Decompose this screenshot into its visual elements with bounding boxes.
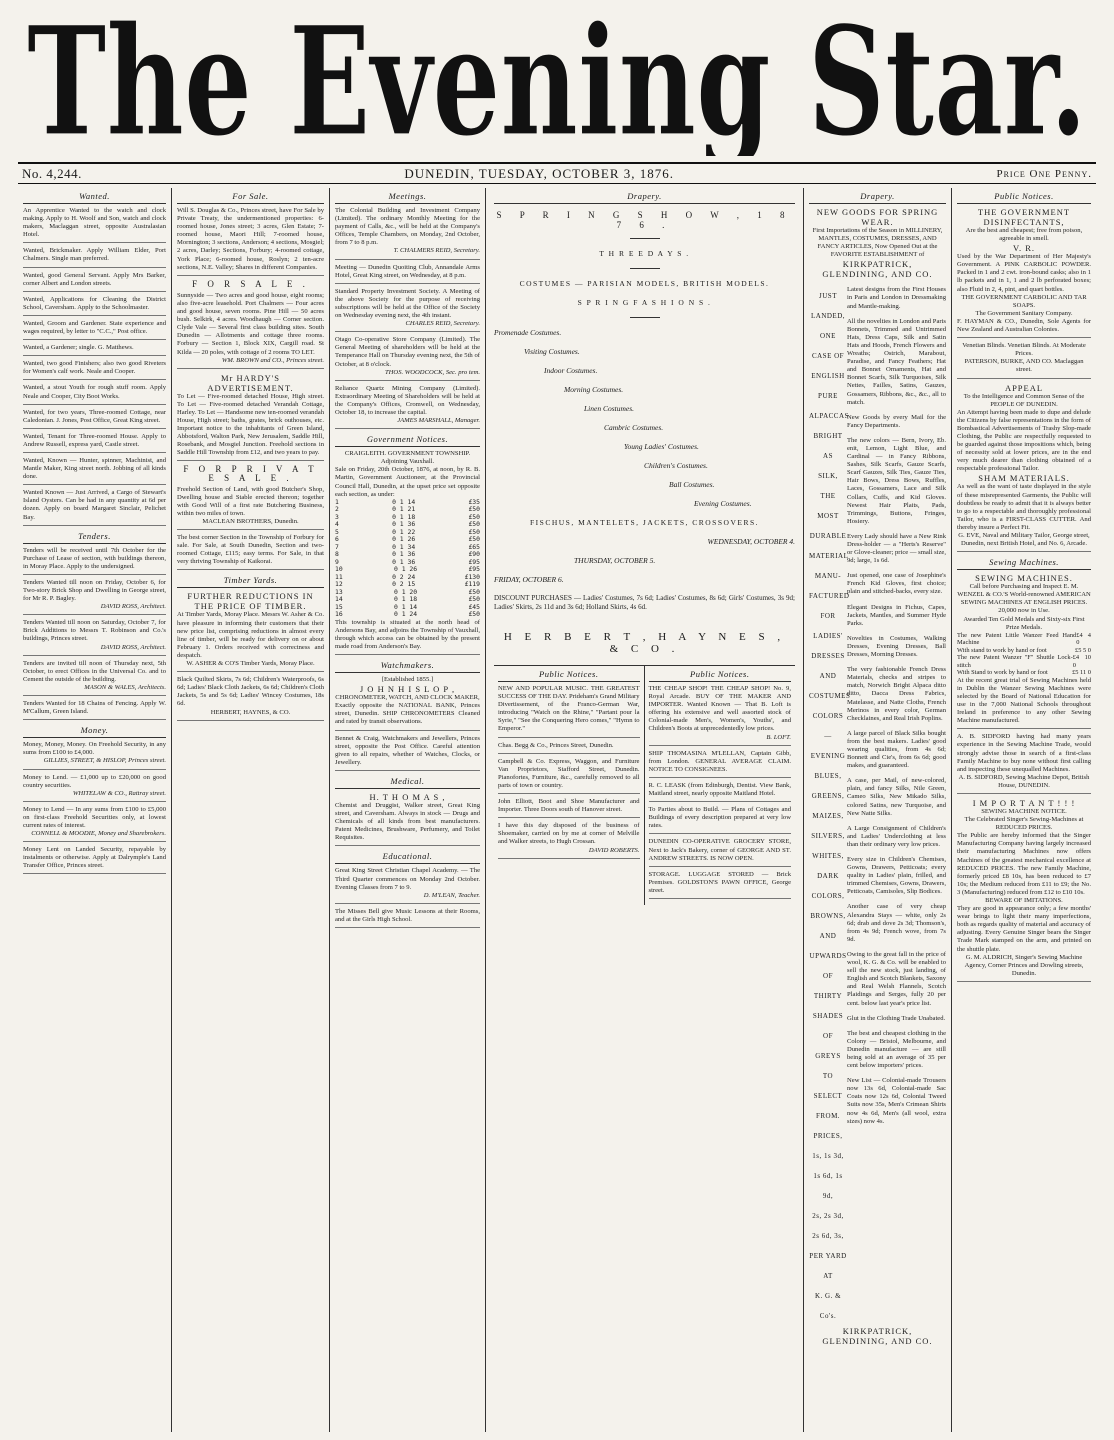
wanted-ads [23,207,166,526]
money-text: Money Lent on Landed Security, repayable by instalments or otherwise. Apply at Dalrymple's Land Transfer Office, Princes street. [23,846,166,870]
side-word: MATERIAL [809,552,849,561]
singer-text: The Public are hereby informed that the Singer Manufacturing Company having largely increased their manufacturing Machines now offers Machines of the greatest mechanical excellence at REDUCED PRICES. The new Family Machine, formerly priced £8 10s, has been reduced to £7 10s; the Medium reduced from £11 to £9; the No. 3 (Manufacturing) reduced from £12 to £10 10s. [957,832,1091,896]
side-word: THIRTY [813,992,843,1001]
side-word: MANU- [814,572,842,581]
ship-notice: SHIP THOMASINA M'LELLAN, Captain Gibb, from London. GENERAL AVERAGE CLAIM. NOTICE TO CONSIGNEES. [649,750,792,778]
divider [630,268,660,269]
drapery-paragraph: Every size in Children's Chemises, Gowns, Drawers, Petticoats; every quality in Ladies' plain, frilled, and trimmed Chemises, Gowns, Drawers, Petticoats, Camisoles, Slip Bodices. [847,856,946,896]
sewing-heading: SEWING MACHINES. [975,573,1073,584]
government-ad [335,450,480,655]
style-item: Promenade Costumes. [494,328,562,337]
style-item: Indoor Costumes. [544,366,598,375]
drapery-paragraph: Latest designs from the First Houses in Paris and London in Dressmaking and Mantle-making. [847,286,946,310]
cheap-shop-notice [649,685,792,746]
beware-text: They are good in appearance only; a few months' wear brings to light their many imperfections, both as regards quality of material and accuracy of adjusting. Every Genuine Singer bears the Singer Trade Mark stamped on the arm, and printed on the shuttle plate. [957,905,1091,953]
new-goods-ad [809,207,946,282]
educational-ad [335,867,480,903]
private-sale-ad [177,465,324,530]
side-word: AND [819,672,837,681]
drapery-subcolumns [494,665,795,905]
beware-heading: BEWARE OF IMITATIONS. [985,897,1063,904]
clothing-ad [177,676,324,720]
sale-table [335,499,480,619]
carbolic-heading: THE GOVERNMENT CARBOLIC AND TAR SOAPS. [961,293,1087,309]
section-heading-drapery2: Drapery. [809,190,946,204]
royal-cypher: V. R. [1012,243,1036,254]
sidford-text: A. B. SIDFORD having had many years experience in the Sewing Machine Trade, would strongly advise those in search of a first-class Family Machine to buy none without first calling and inspecting these unequalled Machines. [957,733,1091,773]
clothing-signature: HERBERT, HAYNES, & CO. [210,708,291,716]
fischus-line: FISCHUS, MANTELETS, JACKETS, CROSSOVERS. [530,518,759,527]
wanted-ad: Wanted, for two years, Three-roomed Cottage, near Caledonian. J. Jones, Post Office, Great King street. [23,409,166,429]
side-word: LANDED, [810,312,846,321]
bennet-ad: Bennet & Craig, Watchmakers and Jewellers, Princes street, opposite the Post Office. Careful attention given to all repairs, whether of Watches, Clocks, or Jewellery. [335,735,480,771]
side-word: PER YARD [809,1252,847,1261]
style-item: Ball Costumes. [669,480,715,489]
meeting-ad: Meeting — Dunedin Quoiting Club, Annandale Arms Hotel, Great King street, on Wednesday, at 8 p.m. [335,264,480,284]
appeal-text: An Attempt having been made to dupe and delude the Citizens by false representations in the form of Bombastical Advertisements of Trashy Slop-made Clothing, the Public are respectfully requested to be guarded against those impositions which, being of necessity sold at lower prices, are in the end very much dearer than clothing obtained of a respectable professional Tailor. [957,408,1091,473]
style-item: Evening Costumes. [694,499,752,508]
price-row: The new Patent Wanzer "F" Shuttle Lock-stitch £4 10 0 [957,654,1091,669]
meeting-ad [335,336,480,380]
drapery-paragraph: Elegant Designs in Fichus, Capes, Jackets, Mantles, and Summer Hyde Parks. [847,603,946,627]
dateline [18,162,1096,184]
side-word: GREYS [815,1052,841,1061]
side-word: SILK, [818,472,838,481]
section-heading-public-notices: Public Notices. [957,190,1091,204]
money-text: Money, Money, Money. On Freehold Security, in any sums from £100 to £4,000. [23,741,166,757]
sewing-sub: Call before Purchasing and Inspect E. M. WENZEL & CO.'S World-renowned AMERICAN SEWING MACHINES AT ENGLISH PRICES. 20,000 now in Use. [957,583,1091,615]
side-word: GREENS, [811,792,845,801]
sale-row: 3 0 1 18 £50 [335,512,480,521]
disinfectant-heading: THE GOVERNMENT DISINFECTANTS, [977,207,1071,227]
disinfectant-sub: Are the best and cheapest; free from poison, agreeable in smell. [965,227,1083,243]
side-word: MAIZES, [812,812,844,821]
watchmaker-ad [335,676,480,730]
side-word: ENGLISH [811,372,845,381]
drapery-paragraph: A Large Consignment of Children's and Ladies' Underclothing at less than their ordinary very low prices. [847,824,946,848]
watchmaker-text: Exactly opposite the NATIONAL BANK, Princes street, Dunedin. SHIP CHRONOMETERS Cleaned and rated by transit observations. [335,702,480,726]
venetian-text: Venetian Blinds. Venetian Blinds. At Moderate Prices. [962,342,1086,358]
appeal-sub: To the Intelligence and Common Sense of the PEOPLE OF DUNEDIN. [963,392,1085,408]
meeting-ad [335,288,480,332]
side-word: JUST [819,292,837,301]
side-word: AT [823,1272,833,1281]
masthead-title [18,6,1096,156]
notice-heading: SEWING MACHINE NOTICE. [981,807,1067,815]
money-ad [23,846,166,874]
drapery-paragraph: The new colors — Bern, Ivory, Eb. enit, Lemon, Light Blue, and Cardinal — in Fancy Ribbons, Sashes, Silk Scarfs, Gauze Scarfs, Scarf Gauzes, Silk Ties, Gauze Ties, Hair Bows, Dress Bows, Ruffles, Laces, Gossamers, Lace and Silk Collars, Cuffs, and Kid Gloves. Newest Hair Plaits, Pads, Trimmings, Buttons, Fringes, Hosiery. [847,436,946,525]
column-2 [172,188,330,1432]
business-notice [498,822,640,858]
side-word: COLORS, [811,892,845,901]
important-heading: I M P O R T A N T ! ! ! [972,797,1076,808]
for-sale-ad [177,280,324,369]
meeting-text: The Colonial Building and Investment Company (Limited). The ordinary Monthly Meeting for the payment of Calls, &c., will be held at the Company's Offices, Temple Chambers, on Monday, 2nd October, from 7 to 8 p.m. [335,207,480,247]
side-word: 2s, 2s 3d, [812,1212,844,1221]
firm-name-end: KIRKPATRICK, GLENDINING, AND CO. [822,1326,933,1347]
wanted-ad: Wanted, Applications for Cleaning the District School, Caversham. Apply to the Schoolmaster. [23,296,166,316]
issue-date: DUNEDIN, TUESDAY, OCTOBER 3, 1876. [404,165,675,181]
friday-line: FRIDAY, OCTOBER 6. [494,575,564,584]
side-word: FACTURED [809,592,850,601]
meeting-signature: THOS. WOODCOCK, Sec. pro tem. [385,368,480,376]
meeting-ad [335,207,480,260]
side-word: UPWARDS [809,952,847,961]
sham-heading: SHAM MATERIALS. [978,473,1070,484]
wanted-ad: Wanted Known — Just Arrived, a Cargo of Stewart's Island Oysters. Can be had in any quantity at 6d per dozen. Apply on board Margaret Sinclair, Pelichet Bay. [23,489,166,525]
grocery-notice: DUNEDIN CO-OPERATIVE GROCERY STORE, Next to Jack's Bakery, corner of GEORGE AND ST. ANDREW STREETS. IS NOW OPEN. [649,838,792,866]
government-heading: CRAIGLEITH. GOVERNMENT TOWNSHIP. [344,450,471,458]
sidford-ad [957,733,1091,794]
side-word: BLUES, [814,772,842,781]
side-word: COLORS— [812,712,844,741]
side-word: SELECT [813,1092,843,1101]
drapery-paragraph: Just opened, one case of Josephine's French Kid Gloves, first choice; plain and stitched-backs, every size. [847,572,946,596]
side-word: ONE [820,332,836,341]
side-word: FROM. [815,1112,841,1121]
section-heading-public-music: Public Notices. [498,668,640,682]
three-days: T H R E E D A Y S . [599,249,690,258]
side-word: BRIGHT [813,432,843,441]
side-words [809,286,851,1326]
section-heading-government: Government Notices. [335,433,480,447]
importations-text: First Importations of the Season in MILLINERY, MANTLES, COSTUMES, DRESSES, AND FANCY ARTICLES, Now Opened Out at the FAVORITE ESTABLISHMENT of [812,227,943,259]
sham-text: As well as the want of taste displayed in the style of these misrepresented Garments, the Public will doubtless be ready to admit that it is always better to go to a respectable and thoroughly professional Tailor, who is a FIRST-CLASS CUTTER. And thereby insure a Perfect Fit. [957,483,1091,531]
tender-ad [23,579,166,615]
issue-price: Price One Penny. [996,167,1092,180]
section-heading-medical: Medical. [335,775,480,789]
cheap-shop-signature: B. LOFT. [766,733,791,741]
music-ad: The Misses Bell give Music Lessons at their Rooms, and at the Girls High School. [335,908,480,928]
drapery-paragraph: New List — Colonial-made Trousers now 13s 6d, Colonial-made Sac Coats now 12s 6d, Colonial Tweed Suits now 35s, Men's Crimean Shirts now 4s 6d, Men's (all wool, extra sizes) now 4s. [847,1077,946,1125]
side-word: TO [822,1072,834,1081]
dentist-notice: R. C. LEASK (from Edinburgh, Dentist. View Bank, Maitland street, nearly opposite Maitland Hotel. [649,782,792,802]
price-row: With stand to work by hand or foot £5 5 0 [957,646,1091,654]
wanted-ad: Wanted, good General Servant. Apply Mrs Barker, corner Albert and London streets. [23,272,166,292]
appeal-heading: APPEAL [1004,382,1044,393]
sale-row: 13 0 1 20 £50 [335,587,480,596]
private-sale-heading: F O R P R I V A T E S A L E . [183,464,318,483]
singer-ad [957,798,1091,982]
style-item: Morning Costumes. [564,385,624,394]
column-4 [486,188,804,1432]
side-word: 2s 6d, 3s, [812,1232,844,1241]
hardy-ad [177,373,324,462]
subcolumn-left [494,666,645,905]
column-5 [804,188,952,1432]
begg-notice: Chas. Begg & Co., Princes Street, Dunedin. [498,742,640,754]
meeting-signature: T. CHALMERS REID, Secretary. [393,247,480,255]
venetian-ad [957,342,1091,378]
issue-number: No. 4,244. [22,165,82,181]
thursday-line: THURSDAY, OCTOBER 5. [574,556,656,565]
section-heading-wanted: Wanted. [23,190,166,204]
column-6 [952,188,1096,1432]
sale-row: 9 0 1 36 £95 [335,557,480,566]
drapery-paragraph: The best and cheapest clothing in the Colony — Bristol, Melbourne, and Dunedin manufacture — are still being sold at an average of 35 per cent below importers' prices. [847,1029,946,1070]
venetian-signature: PATERSON, BURKE, AND CO. Maclaggan street. [964,358,1084,374]
divider [630,238,660,239]
price-row: With Stand to work by hand or foot £5 11 0 [957,669,1091,677]
singer-heading: The Celebrated Singer's Sewing-Machines at REDUCED PRICES. [964,816,1084,832]
section-heading-tenders: Tenders. [23,530,166,544]
section-heading-money: Money. [23,724,166,738]
tender-ad [23,547,166,575]
drapery-paragraph: Novelties in Costumes, Walking Dresses, Evening Dresses, Ball Dresses, Morning Dresses. [847,634,946,659]
style-item: Visiting Costumes. [524,347,580,356]
medical-text: Chemist and Druggist, Walker street, Great King street, and Caversham. Always in stock — Drugs and Chemicals of all kinds from best manufacturers. Patent Medicines, Brushware, Perfumery, and Toilet Requisites. [335,801,480,842]
tender-signature: DAVID ROSS, Architect. [100,603,166,611]
sale-row: 16 0 1 24 £50 [335,610,480,619]
discount-line: DISCOUNT PURCHASES — Ladies' Costumes, 7s 6d; Ladies' Costumes, 8s 6d; Girls' Costumes, 3s 9d; Ladies' Skirts, 2s 11d and 3s 6d; Holland Skirts, 4s 6d. [494,594,795,611]
section-heading-drapery: Drapery. [494,190,795,204]
medical-ad [335,792,480,846]
educational-text: Great King Street Christian Chapel Academy. — The Third Quarter commences on Monday 2nd October. Evening Classes from 7 to 9. [335,867,480,891]
side-word: DURABLE [809,532,847,541]
campbell-notice: Campbell & Co. Express, Waggon, and Furniture Van Proprietors, Stafford Street, Dunedin. Pianofortes, Furniture, &c., carefully removed to all parts of town or country. [498,758,640,794]
side-word: WHITES, [812,852,844,861]
section-heading-for-sale: For Sale. [177,190,324,204]
carbolic-sub: The Government Sanitary Company. [975,309,1073,317]
costumes-line: COSTUMES — PARISIAN MODELS, BRITISH MODELS. [519,279,770,288]
timber-ad [177,591,324,672]
wanted-ad: Wanted, Tenant for Three-roomed House. Apply to Andrew Russell, express yard, Castle street. [23,433,166,453]
side-word: DARK [817,872,839,881]
money-text: Money to Lend. — £1,000 up to £20,000 on good country securities. [23,773,166,789]
watchmaker-name: J O H N H I S L O P , [359,684,456,695]
hardy-heading: Mr HARDY'S ADVERTISEMENT. [207,372,294,393]
spring-show-heading: S P R I N G S H O W , 1 8 7 6 . [496,210,793,230]
for-sale-signature: WM. BROWN and CO., Princes street. [221,356,324,364]
svg-text:The Evening Star.: The Evening Star. [27,6,1087,156]
section-heading-sewing: Sewing Machines. [957,556,1091,570]
money-signature: GILLIES, STREET, & HISLOP, Princes street. [43,757,166,765]
firm-end-ad [809,1326,946,1349]
tender-signature: DAVID ROSS, Architect. [100,643,166,651]
douglas-ad: Will S. Douglas & Co., Princes street, have For Sale by Private Treaty, the undermentioned properties: 6-roomed house, Jones street; 3 acres, Glen Estate; 7-roomed house, Maori Hill; 7-roomed house, Mornington; 3 sections, Anderson; 4 sections, Mosgiel; 2 acres, Darley; Sections, Forbury; 4-roomed cottage, York Place; 6-roomed house, Roslyn; 2 ten-acre sections, N.E. Valley; Shares in different Companies. [177,207,324,276]
hardy-text: To Let — Five-roomed detached House, High street. To Let — Five-roomed detached Verandah Cottage, Harley. To Let — Handsome new ten-roomed verandah House, High street; baths, grates, brick outhouses, etc. Important notice to the inhabitants of Green Island, Abbotsford, Walton Park, New Jerusalem, Saddle Hill, Rosebank, and Mosgiel Junction. Freehold sections in Saddle Hill Township from £12, and two years to pay. [177,392,324,457]
side-word: EVENING [810,752,846,761]
timber-text: At Timber Yards, Moray Place. Messrs W. Asher & Co. have pleasure in informing their customers that their new price list, comprising reductions in almost every line of timber, will be ready for delivery on or about February 1. Orders received with correctness and despatch. [177,611,324,659]
money-ad [23,741,166,769]
money-text: Money to Lend — In any sums from £100 to £5,000 on first-class Freehold Securities only, at lowest current rates of interest. [23,805,166,829]
sale-row: 7 0 1 34 £65 [335,542,480,551]
government-text: Sale on Friday, 20th October, 1876, at noon, by R. B. Martin, Government Auctioneer, at the Provincial Council Hall, Dunedin, at the upset price set opposite each section, as under: [335,466,480,498]
drapery-paragraph: A large parcel of Black Silks bought from the best makers. Ladies' good wearing qualities, from 4s 6d; Bonnett and Cie's, from 6s 6d; good makes, and guaranteed. [847,729,946,770]
tender-text: Tenders Wanted till noon on Friday, October 6, for Two-story Brick Shop and Dwelling in George street, for Mr R. P. Bagley. [23,578,166,603]
tender-text: Tenders are invited till noon of Thursday next, 5th October, to erect Offices in the Universal Co. and to Cement the outside of the building. [23,659,166,683]
style-item: Children's Costumes. [644,461,708,470]
sale-row: 2 0 1 21 £50 [335,505,480,514]
sale-row: 15 0 1 14 £45 [335,602,480,611]
music-notice: NEW AND POPULAR MUSIC. THE GREATEST SUCCESS OF THE DAY. Prideham's Grand Military Divertissement, of the Franco-German War, introducing "Watch on the Rhine," "Partant pour la Syrie," "See the Conquering Hero comes," "Hymn to Emperor." [498,685,640,738]
price-row: The new Patent Little Wanzer Feed Hand Machine £4 4 0 [957,631,1091,647]
business-text: I have this day disposed of the business of Shoemaker, carried on by me at corner of Melville and Walker streets, to Hugh Crossan. [498,822,640,846]
sale-row: 4 0 1 36 £50 [335,520,480,529]
drapery-paragraph: The very fashionable French Dress Materials, checks and stripes to match, Norwich Bright Alpaca ditto ditto, Dacca Dress Fabrics, Matelasse, and Natte Cloths, French Merinos in every color, German Checklaines, and Real Irish Poplins. [847,666,946,722]
style-item: Linen Costumes. [584,404,635,413]
sale-row: 1 0 1 14 £35 [335,497,480,506]
timber-signature: W. ASHER & CO'S Timber Yards, Moray Place. [186,660,315,668]
style-item: Cambric Costumes. [604,423,664,432]
sale-row: 5 0 1 22 £50 [335,527,480,536]
subcolumn-right [645,666,796,905]
business-signature: DAVID ROBERTS. [588,846,640,854]
elliott-notice: John Elliott, Boot and Shoe Manufacturer and Importer. Three Doors south of Hanover street. [498,798,640,818]
side-word: 1s 6d, 1s 9d, [813,1172,843,1201]
sewing-text: At the recent great trial of Sewing Machines held in Dublin the Wanzer Sewing Machines were selected by the Board of National Education for use in the 7,000 National Schools throughout Ireland in preference to any other Sewing Machine manufactured. [957,676,1091,725]
money-signature: WHITELAW & CO., Rattray street. [72,789,166,797]
government-subheading: Adjoining Vauxhall. [380,458,435,466]
sale-row: 14 0 1 18 £50 [335,595,480,604]
sewing-award: Awarded Ten Gold Medals and Sixty-six First Prize Medals. [963,615,1085,631]
section-heading-meetings: Meetings. [335,190,480,204]
disinfectant-ad [957,207,1091,338]
section-heading-educational: Educational. [335,850,480,864]
clothing-text: Black Quilted Skirts, 7s 6d; Children's Waterproofs, 6s 6d; Ladies' Black Cloth Jackets, 6s 6d; Children's Cloth Jackets, 5s and 5s 6d; Ladies' Wincey Costumes, 18s 6d. [177,676,324,708]
newspaper-columns [18,188,1096,1432]
storage-notice: STORAGE. LUGGAGE STORED — Brick Premises. GOLDSTON'S PAWN OFFICE, George street. [649,871,792,899]
sewing-ad [957,573,1091,729]
wanted-ad: Wanted, Known — Hunter, spinner, Machinist, and Mantle Maker, King street north. Jobbing of all kinds done. [23,457,166,485]
meeting-signature: JAMES MARSHALL, Manager. [397,417,480,425]
sale-row: 11 0 2 24 £130 [335,572,480,581]
drapery-paragraph: Glut in the Clothing Trade Unabated. [847,1014,946,1022]
private-sale-signature: MACLEAN BROTHERS, Dunedin. [202,518,299,525]
side-word: PURE [818,392,838,401]
new-goods-heading: NEW GOODS FOR SPRING WEAR. [816,207,939,227]
timber-heading: FURTHER REDUCTIONS IN THE PRICE OF TIMBER. [187,591,314,612]
sidford-signature: A. B. SIDFORD, Sewing Machine Depot, British House, DUNEDIN. [958,773,1090,789]
money-ad [23,806,166,842]
sale-row: 10 0 1 26 £95 [335,565,480,574]
tender-ad [23,700,166,720]
side-word: 1s, 1s 3d, [812,1152,844,1161]
sale-row: 8 0 1 36 £90 [335,550,480,559]
wanted-ad: Wanted, two good Finishers; also two good Riveters for Women's calf work. Neale and Cooper. [23,360,166,380]
meeting-text: Otago Co-operative Store Company (Limited). The General Meeting of shareholders will be held at the Temperance Hall on Thursday evening next, the 5th of October, at 8 o'clock. [335,336,480,368]
government-note: This township is situated at the north head of Andersons Bay, and adjoins the Township of Vauxhall, through which access can be obtained by the present made road from Anderson's Bay. [335,618,480,650]
side-word: COSTUMES [809,692,851,701]
sale-row: 12 0 2 15 £119 [335,580,480,589]
wanted-ad: Wanted, a Gardener; single. G. Matthews. [23,344,166,356]
tender-signature: MASON & WALES, Architects. [84,683,166,691]
money-ad [23,774,166,802]
for-sale-text: Sunnyside — Two acres and good house, eight rooms; also five-acre leasehold. Port Chalmers — Four acres and good house, seven rooms. Pine Hill — 50 acres bush. Selkirk, 4 acres. Woodhaugh — Corner section. Clyde Vale — Several first class building sites. South Dunedin — Allotments and cottage three rooms. Forbury — Section 1, Block XIX, Cargill road. St Kilda — 20 poles, with cottage of 2 rooms TO LET. [177,291,324,356]
side-word: DRESSES [811,652,845,661]
meeting-text: Reliance Quartz Mining Company (Limited). Extraordinary Meeting of Shareholders will be held at the Company's Offices, Cromwell, on Wednesday, October 18, to increase the capital. [335,384,480,416]
medical-name: H. T H O M A S , [369,791,446,802]
alpacca-block [809,286,946,1326]
firm-name: KIRKPATRICK, GLENDINING, AND CO. [822,259,933,280]
watchmaker-title: CHRONOMETER, WATCH, AND CLOCK MAKER, [335,694,480,702]
section-heading-timber: Timber Yards. [177,574,324,588]
for-sale-heading: F O R S A L E . [192,278,309,289]
tender-ad [23,660,166,696]
drapery-paragraph: A case, per Mail, of new-colored, plain, and fancy Silks, Nile Green, Cameo Silks, New Mikado Silks, colored Satins, new Turquoise, and New Natte Silks. [847,777,946,817]
private-sale-text: Freehold Section of Land, with good Butcher's Shop, Dwelling house and Stable erected thereon; together with Good Will of a first rate Butchering Business, within two miles of town. [177,485,324,517]
more-sale-ad: The best corner Section in the Township of Forbury for sale. For Sale, at South Dunedin, Section and two-roomed Cottage, £115; easy terms. For Sale, in that very thriving Township of Kaikorai. [177,534,324,570]
side-word: CASE OF [811,352,845,361]
meeting-ad [335,385,480,429]
tender-ad [23,619,166,655]
section-heading-public-shop: Public Notices. [649,668,792,682]
side-word: PRICES, [813,1132,843,1141]
tender-text: Tenders Wanted till noon on Saturday, October 7, for Brick Additions to Messrs T. Robinson and Co.'s buildings, Princes street. [23,619,166,643]
builders-notice: To Parties about to Build. — Plans of Cottages and Buildings of every description prepared at very low rates. [649,806,792,834]
tender-text: Tenders Wanted for 18 Chains of Fencing. Apply W. M'Callum, Green Island. [23,700,166,716]
disinfectant-text: Used by the War Department of Her Majesty's Government. A PINK CARBOLIC POWDER. Packed in 1 and 2 cwt. iron-bound casks; also in 1 lb packets and in 1, 1 and 2 lb perforated boxes; also Fluid in 2, 4, pint, and quart bottles. [957,253,1091,293]
drapery-paragraph: All the novelties in London and Paris Bonnets, Trimmed and Untrimmed Hats, Dress Caps, Silk and Satin Hats and Hoods, French Flowers and Wreaths; Ostrich, Marabout, Paradise, and Fancy Feathers; Hat and Bonnet Ornaments, Hat and Bonnet Scarfs, Silk Turquoises, Silk Nettes, Failles, Satins, Gauzes, Gossamers, Ribbons, &c., &c., all to match. [847,317,946,406]
tender-text: Tenders will be received until 7th October for the Purchase of Lease of section, with buildings thereon, in Moray Place. Apply to the undersigned. [23,546,166,570]
section-heading-watchmakers: Watchmakers. [335,659,480,673]
drapery-paragraph: Owing to the great fall in the price of wool, K. G. & Co. will be enabled to sell the new stock, just landing, of English and Scotch Blankets, Saxony and Real Welsh Flannels, Scotch Plaidings and Serges, fully 20 per cent. below last year's price list. [847,950,946,1007]
sale-row: 6 0 1 26 £50 [335,535,480,544]
wanted-ad: Wanted, Brickmaker. Apply William Elder, Port Chalmers. Single man preferred. [23,247,166,267]
singer-signature: G. M. ALDRICH, Singer's Sewing Machine Agency, Corner Princes and Dowling streets, Dunedin. [964,953,1084,977]
side-word: OF [823,972,833,981]
side-word: ALPACCAS [809,412,849,421]
style-item: Young Ladies' Costumes. [624,442,699,451]
side-word: LADIES' [813,632,843,641]
divider [630,317,660,318]
appeal-ad [957,383,1091,553]
wanted-ad: Wanted, Groom and Gardener. State experience and wages required, by letter to "C.C.," Post office. [23,320,166,340]
meeting-text: Standard Property Investment Society. A Meeting of the above Society for the purpose of receiving subscriptions will be held at the Office of the Society on Wednesday evening next, the 4th instant. [335,287,480,320]
masthead [18,6,1096,156]
column-1 [18,188,172,1432]
side-word: THE [820,492,836,501]
drapery-paragraph: New Goods by every Mail for the Fancy Departments. [847,413,946,429]
side-word: BROWNS, [810,912,846,921]
spring-fashions: S P R I N G F A S H I O N S . [577,298,712,307]
carbolic-agent: F. HAYMAN & CO., Dunedin, Sole Agents for New Zealand and Australian Colonies. [957,317,1091,334]
watchmaker-est: [Established 1855.] [381,676,434,684]
educational-signature: D. M'LEAN, Teacher. [423,891,480,899]
wanted-ad: Wanted, a stout Youth for rough stuff room. Apply Neale and Cooper, City Boot Works. [23,384,166,404]
drapery-paragraph: Every Lady should have a New Rink Dress-holder — a "Herts's Reserve" or Glove-cleaner; price — small size, 9d; large, 1s 6d. [847,532,946,565]
column-3 [330,188,486,1432]
side-word: AS [823,452,833,461]
side-word: AND [819,932,837,941]
drapery-body [847,286,946,1326]
side-word: K. G. & Co's. [814,1292,842,1321]
cheap-shop-text: THE CHEAP SHOP! THE CHEAP SHOP! No. 9, Royal Arcade. BUY OF THE MAKER AND IMPORTER. Wanted Known — That B. Loft is offering his extensive and well assorted stock of Colonial-made Men's, Women's, Youths', and Children's Boots at unprecedentedly low prices. [648,685,791,733]
side-word: OF [823,1032,833,1041]
money-signature: CONNELL & MOODIE, Money and Sharebrokers. [31,830,166,838]
side-word: SHADES [812,1012,844,1021]
side-word: FOR [820,612,836,621]
meeting-signature: CHARLES REID, Secretary. [405,320,480,328]
wanted-ad: An Apprentice Wanted to the watch and clock making. Apply to H. Woolf and Son, watch and clock makers, Maclaggan street, opposite Australasian Hotel. [23,207,166,243]
wednesday-line: WEDNESDAY, OCTOBER 4. [707,537,795,546]
sham-signature: G. EVE, Naval and Military Tailor, George street, Dunedin, next British Hotel, and No. 6, Arcade. [958,532,1090,548]
drapery-signature: H E R B E R T , H A Y N E S , & C O . [503,631,786,655]
side-word: MOST [817,512,839,521]
side-word: SILVERS, [811,832,845,841]
drapery-paragraph: Another case of very cheap Alexandra Stays — white, only 2s 6d; drab and dove 2s 3d; Thomson's, from 4s 9d; French wove, from 7s 9d. [847,903,946,943]
